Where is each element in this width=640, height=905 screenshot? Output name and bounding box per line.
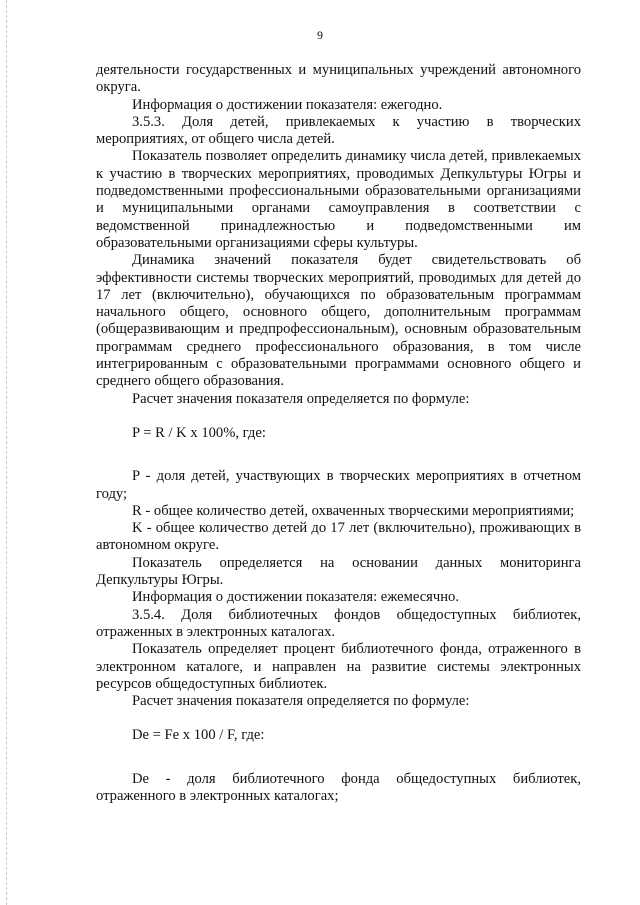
paragraph: Показатель определяется на основании данных мониторинга Депкультуры Югры.	[96, 554, 581, 589]
paragraph: Расчет значения показателя определяется по формуле:	[132, 390, 470, 407]
document-body	[96, 62, 581, 805]
variable-definition: P - доля детей, участвующих в творческих мероприятиях в отчетном году;	[96, 468, 581, 502]
paragraph: Динамика значений показателя будет свидетельствовать об эффективности системы творческих мероприятий, проводимых для детей до 17 лет (включительно), обучающихся по образовательным программам начального общего, основного общего, дополнительным программам (общеразвивающим и предпрофессиональным), основным образовательным программам среднего профессионального образования, в том числе интегрированным с образовательными программами основного общего и среднего общего образования.	[96, 252, 581, 390]
page-number: 9	[317, 28, 323, 42]
formula: De = Fe x 100 / F, где:	[132, 727, 265, 744]
paragraph: Расчет значения показателя определяется по формуле:	[132, 693, 470, 710]
formula: P = R / K x 100%, где:	[132, 424, 266, 441]
variable-definition: R - общее количество детей, охваченных творческими мероприятиями;	[132, 502, 575, 519]
section-heading-3-5-3: 3.5.3. Доля детей, привлекаемых к участию в творческих мероприятиях, от общего числа детей.	[96, 113, 581, 148]
scan-edge-line	[6, 0, 8, 905]
paragraph: Информация о достижении показателя: ежемесячно.	[132, 589, 459, 606]
section-heading-3-5-4: 3.5.4. Доля библиотечных фондов общедоступных библиотек, отраженных в электронных каталогах.	[96, 606, 581, 640]
paragraph: Показатель определяет процент библиотечного фонда, отраженного в электронном каталоге, и направлен на развитие системы электронных ресурсов общедоступных библиотек.	[96, 641, 581, 692]
paragraph: деятельности государственных и муниципальных учреждений автономного округа.	[96, 62, 581, 96]
paragraph: Показатель позволяет определить динамику числа детей, привлекаемых к участию в творческих мероприятиях, проводимых Депкультуры Югры и подведомственными профессиональными образовательными организациями и муниципальными органами самоуправления в соответствии с ведомственной принадлежностью и подведомственными им образовательными организациями сферы культуры.	[96, 148, 581, 251]
variable-definition: De - доля библиотечного фонда общедоступных библиотек, отраженного в электронных каталогах;	[96, 770, 581, 804]
variable-definition: K - общее количество детей до 17 лет (включительно), проживающих в автономном округе.	[96, 520, 581, 554]
paragraph: Информация о достижении показателя: ежегодно.	[132, 96, 443, 113]
